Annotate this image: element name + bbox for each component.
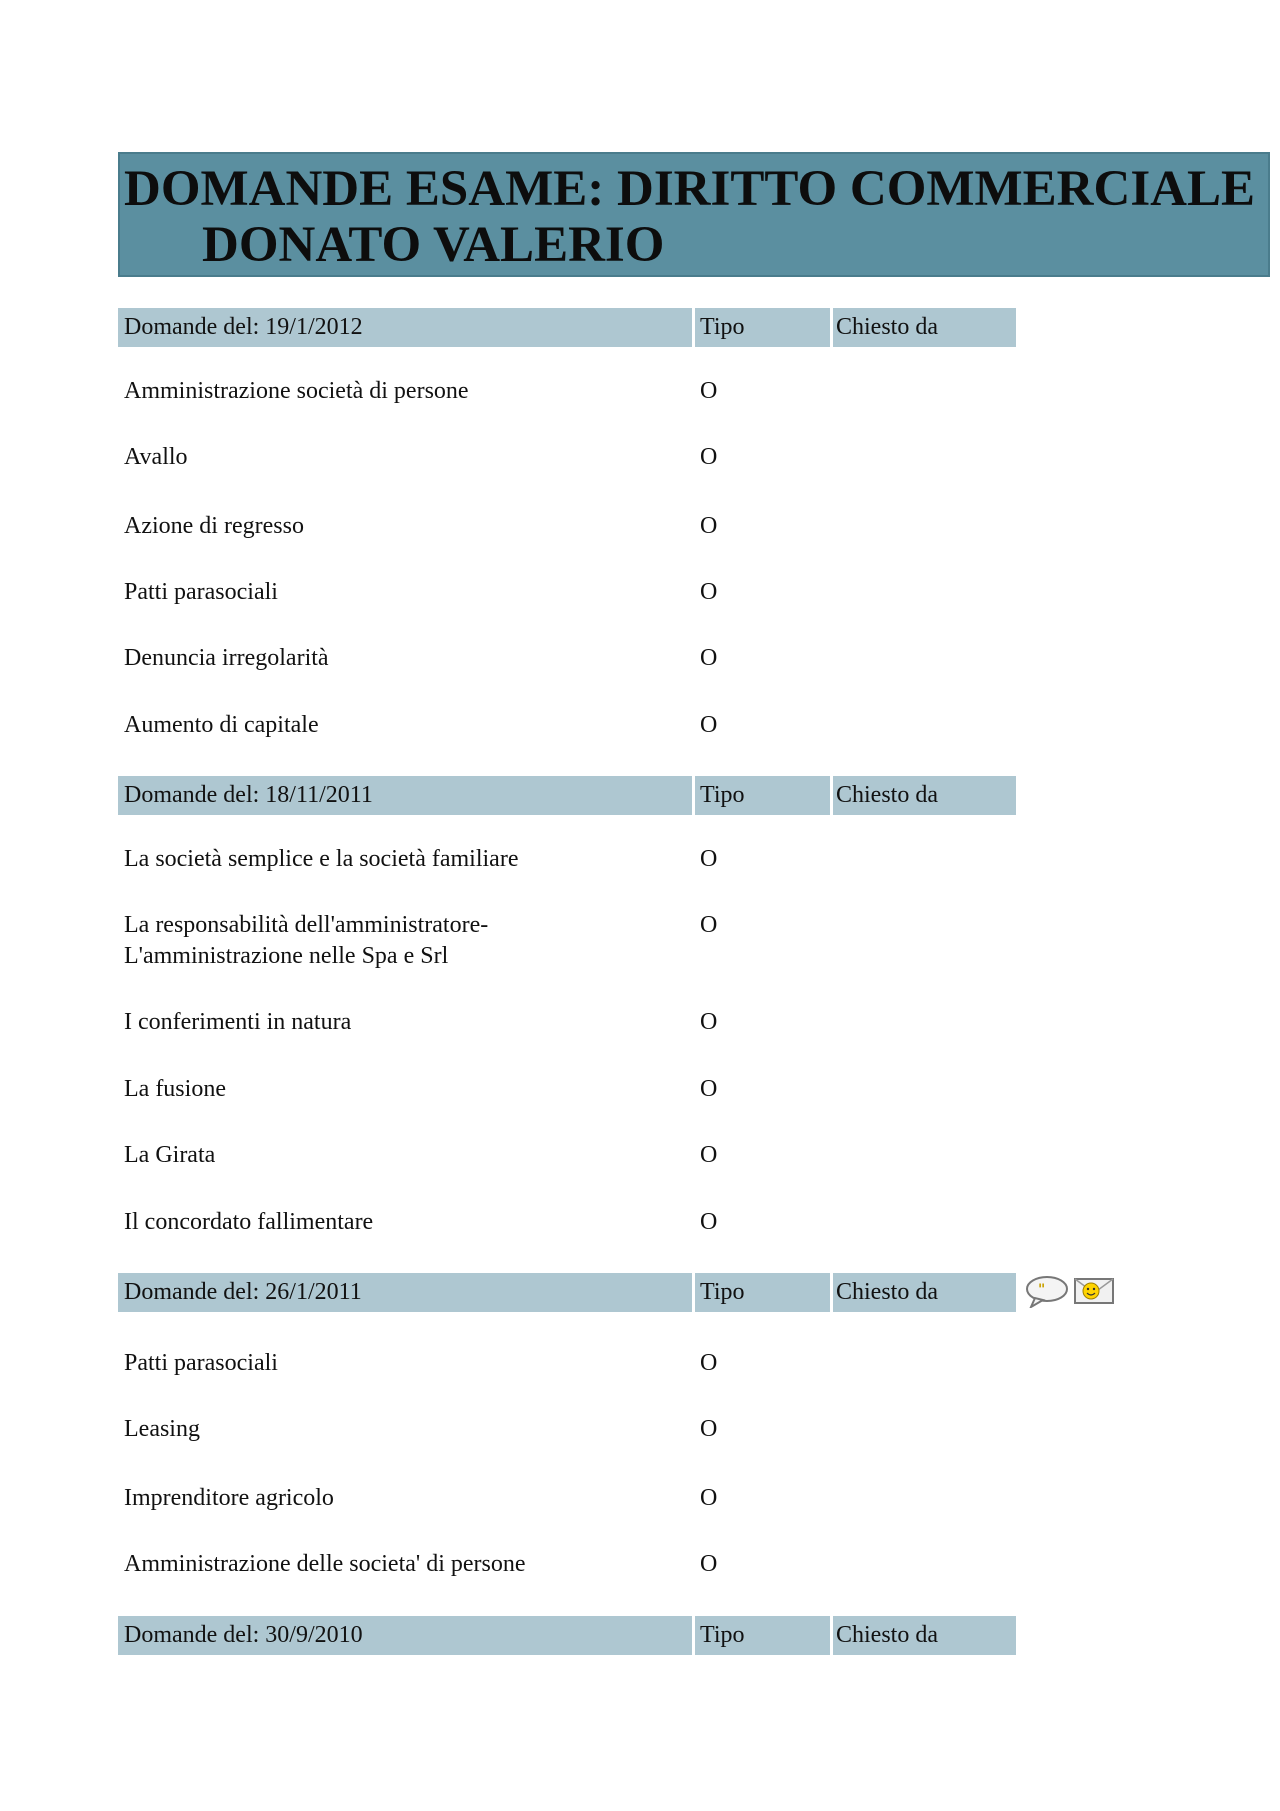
- section-date: Domande del: 26/1/2011: [124, 1279, 362, 1305]
- question-text: La responsabilità dell'amministratore- L'amministrazione nelle Spa e Srl: [124, 912, 489, 970]
- column-tipo: Tipo: [700, 782, 745, 808]
- question-type: O: [700, 645, 718, 671]
- question-text: Amministrazione società di persone: [124, 378, 469, 404]
- section-date: Domande del: 18/11/2011: [124, 782, 373, 808]
- section-header: [118, 1273, 1016, 1312]
- question-type: O: [700, 1209, 718, 1235]
- question-text: Il concordato fallimentare: [124, 1209, 374, 1235]
- question-type: O: [700, 1551, 718, 1577]
- section-header: [118, 308, 1016, 347]
- question-type: O: [700, 712, 718, 738]
- page-title-banner: [118, 152, 1270, 277]
- column-chiesto-da: Chiesto da: [836, 782, 938, 808]
- page-title: DOMANDE ESAME: DIRITTO COMMERCIALE: [124, 161, 1256, 217]
- question-type: O: [700, 444, 718, 470]
- question-text: I conferimenti in natura: [124, 1009, 352, 1035]
- question-text: Aumento di capitale: [124, 712, 319, 738]
- question-text: Leasing: [124, 1416, 200, 1442]
- section-header: [118, 776, 1016, 815]
- question-type: O: [700, 513, 718, 539]
- question-text: La Girata: [124, 1142, 216, 1168]
- question-text: Avallo: [124, 444, 188, 470]
- question-type: O: [700, 846, 718, 872]
- header-icons: [1025, 1274, 1117, 1312]
- page-subtitle: DONATO VALERIO: [202, 217, 665, 273]
- column-tipo: Tipo: [700, 314, 745, 340]
- svg-text:": ": [1038, 1282, 1046, 1298]
- question-text: La società semplice e la società familiare: [124, 846, 519, 872]
- question-type: O: [700, 1142, 718, 1168]
- column-tipo: Tipo: [700, 1279, 745, 1305]
- question-text: La fusione: [124, 1076, 226, 1102]
- question-text: Imprenditore agricolo: [124, 1485, 334, 1511]
- question-type: O: [700, 579, 718, 605]
- column-chiesto-da: Chiesto da: [836, 1279, 938, 1305]
- section-header: [118, 1616, 1016, 1655]
- column-chiesto-da: Chiesto da: [836, 314, 938, 340]
- question-type: O: [700, 378, 718, 404]
- question-type: O: [700, 1076, 718, 1102]
- question-text: Denuncia irregolarità: [124, 645, 329, 671]
- section-date: Domande del: 30/9/2010: [124, 1622, 363, 1648]
- question-text: Azione di regresso: [124, 513, 304, 539]
- question-type: O: [700, 1009, 718, 1035]
- question-type: O: [700, 912, 718, 938]
- column-chiesto-da: Chiesto da: [836, 1622, 938, 1648]
- smiley-mail-icon[interactable]: [1073, 1276, 1117, 1308]
- question-text: Patti parasociali: [124, 579, 278, 605]
- question-type: O: [700, 1350, 718, 1376]
- speech-bubble-icon[interactable]: [1025, 1274, 1069, 1308]
- question-text: Patti parasociali: [124, 1350, 278, 1376]
- question-text: Amministrazione delle societa' di persone: [124, 1551, 526, 1577]
- question-type: O: [700, 1485, 718, 1511]
- column-tipo: Tipo: [700, 1622, 745, 1648]
- section-date: Domande del: 19/1/2012: [124, 314, 363, 340]
- question-type: O: [700, 1416, 718, 1442]
